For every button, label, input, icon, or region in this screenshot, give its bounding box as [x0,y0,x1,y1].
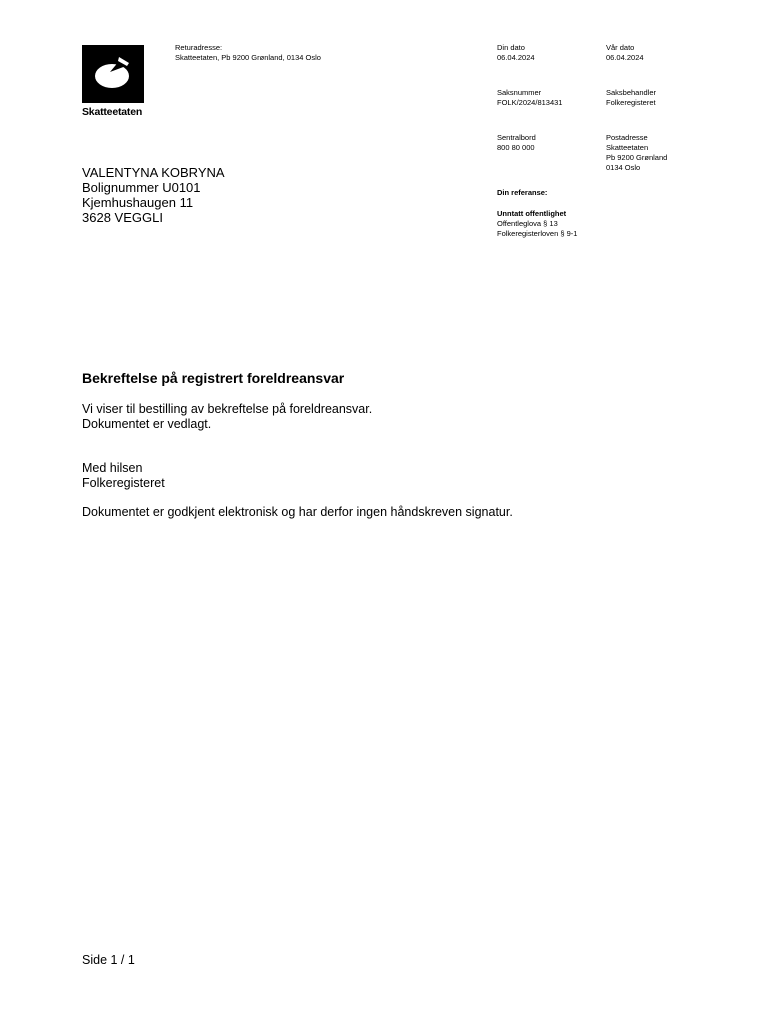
saksnummer-label: Saksnummer [497,88,542,97]
return-address-value: Skatteetaten, Pb 9200 Grønland, 0134 Oslo [175,53,321,62]
closing-line: Folkeregisteret [82,476,165,490]
postadresse [606,133,667,173]
din-referanse-label: Din referanse: [497,188,548,197]
logo-mark-icon [82,45,144,103]
saksnummer [497,88,562,108]
closing-line: Med hilsen [82,461,143,475]
din-dato-value: 06.04.2024 [497,53,535,62]
saksbehandler-value: Folkeregisteret [606,98,656,107]
postadresse-line: Pb 9200 Grønland [606,153,668,162]
recipient-line: Bolignummer U0101 [82,180,201,195]
saksbehandler [606,88,656,108]
din-dato [497,43,535,63]
sentralbord [497,133,536,153]
recipient-address [82,165,225,225]
return-address-label: Returadresse: [175,43,223,52]
letter-paragraph [82,402,372,432]
postadresse-line: Skatteetaten [606,143,649,152]
saksbehandler-label: Saksbehandler [606,88,657,97]
din-referanse [497,188,547,198]
letter-title: Bekreftelse på registrert foreldreansvar [82,370,345,386]
sentralbord-label: Sentralbord [497,133,536,142]
unntatt-offentlighet [497,209,577,239]
logo-brand-text: Skatteetaten [82,106,143,118]
paragraph-line: Vi viser til bestilling av bekreftelse på foreldreansvar. [82,402,373,416]
din-dato-label: Din dato [497,43,525,52]
signature-note-text: Dokumentet er godkjent elektronisk og har derfor ingen håndskreven signatur. [82,505,513,519]
skatteetaten-logo [82,45,144,103]
return-address [175,43,321,63]
recipient-line: 3628 VEGGLI [82,210,163,225]
var-dato-value: 06.04.2024 [606,53,644,62]
letter-closing [82,461,165,491]
signature-note [82,505,513,520]
unntatt-label: Unntatt offentlighet [497,209,567,218]
recipient-line: Kjemhushaugen 11 [82,195,194,210]
var-dato [606,43,644,63]
postadresse-label: Postadresse [606,133,648,142]
recipient-line: VALENTYNA KOBRYNA [82,165,225,180]
unntatt-line: Offentleglova § 13 [497,219,558,228]
saksnummer-value: FOLK/2024/813431 [497,98,563,107]
postadresse-line: 0134 Oslo [606,163,641,172]
sentralbord-value: 800 80 000 [497,143,535,152]
page-number: Side 1 / 1 [82,953,135,967]
paragraph-line: Dokumentet er vedlagt. [82,417,212,431]
var-dato-label: Vår dato [606,43,635,52]
unntatt-line: Folkeregisterloven § 9-1 [497,229,578,238]
